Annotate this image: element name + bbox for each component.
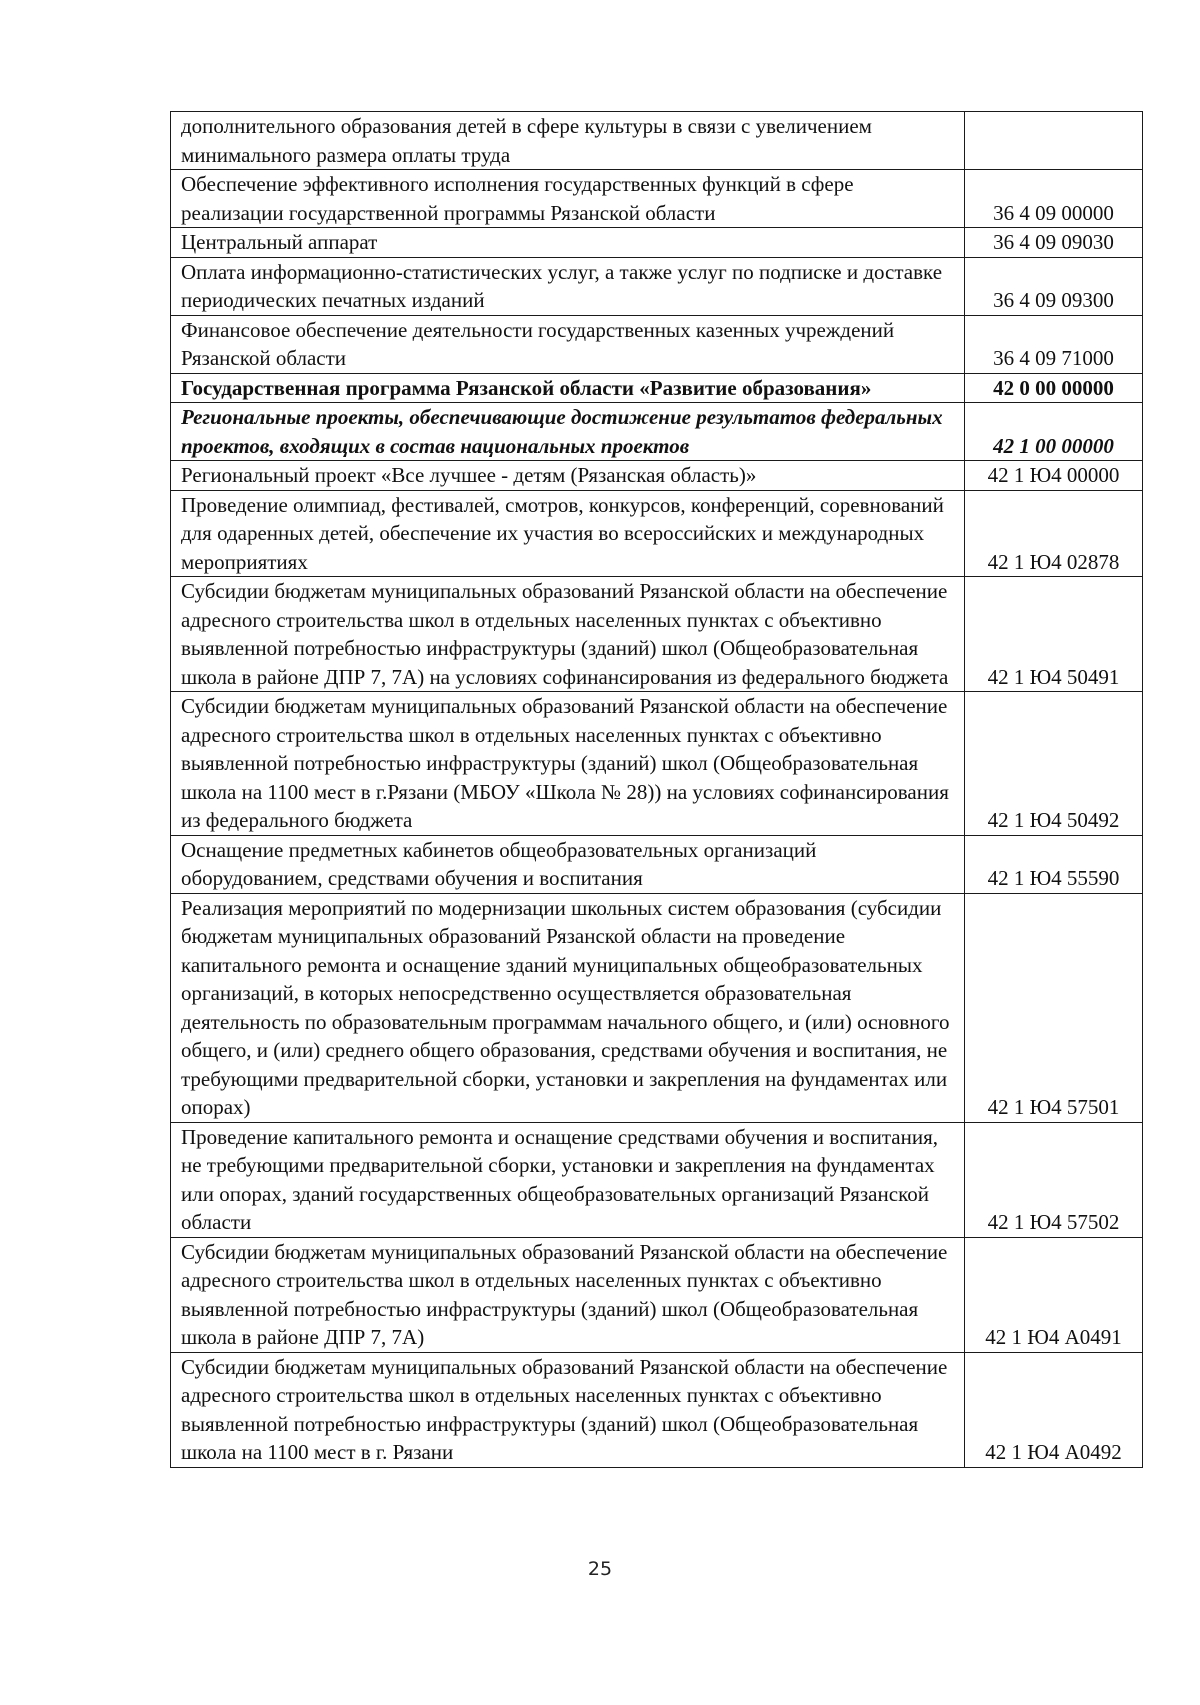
table-row (171, 835, 1143, 893)
row-name-cell: Субсидии бюджетам муниципальных образований Рязанской области на обеспечение адресного строительства школ в отдельных населенных пунктах с объективно выявленной потребностью инфраструктуры (зданий) школ (Общеобразовательная школа в районе ДПР 7, 7А) на условиях софинансирования из федерального бюджета (171, 577, 965, 692)
table-row (171, 403, 1143, 461)
row-name-cell: Обеспечение эффективного исполнения государственных функций в сфере реализации государственной программы Рязанской области (171, 170, 965, 228)
row-code-cell: 42 1 Ю4 А0492 (965, 1352, 1143, 1467)
table-row (171, 112, 1143, 170)
row-code-cell (965, 112, 1143, 170)
table-row (171, 577, 1143, 692)
row-code-cell: 42 1 00 00000 (965, 403, 1143, 461)
table-row (171, 490, 1143, 577)
row-name-cell: Региональный проект «Все лучшее - детям (Рязанская область)» (171, 461, 965, 491)
table-row (171, 1237, 1143, 1352)
row-name-cell: дополнительного образования детей в сфере культуры в связи с увеличением минимального размера оплаты труда (171, 112, 965, 170)
row-name-cell: Субсидии бюджетам муниципальных образований Рязанской области на обеспечение адресного строительства школ в отдельных населенных пунктах с объективно выявленной потребностью инфраструктуры (зданий) школ (Общеобразовательная школа на 1100 мест в г.Рязани (МБОУ «Школа № 28)) на условиях софинансирования из федерального бюджета (171, 692, 965, 836)
row-name-cell: Субсидии бюджетам муниципальных образований Рязанской области на обеспечение адресного строительства школ в отдельных населенных пунктах с объективно выявленной потребностью инфраструктуры (зданий) школ (Общеобразовательная школа в районе ДПР 7, 7А) (171, 1237, 965, 1352)
row-code-cell: 42 1 Ю4 57501 (965, 893, 1143, 1122)
row-name-cell: Субсидии бюджетам муниципальных образований Рязанской области на обеспечение адресного строительства школ в отдельных населенных пунктах с объективно выявленной потребностью инфраструктуры (зданий) школ (Общеобразовательная школа на 1100 мест в г. Рязани (171, 1352, 965, 1467)
table-row (171, 257, 1143, 315)
row-code-cell: 36 4 09 09300 (965, 257, 1143, 315)
row-name-cell: Региональные проекты, обеспечивающие достижение результатов федеральных проектов, входящих в состав национальных проектов (171, 403, 965, 461)
table-row (171, 170, 1143, 228)
table-row (171, 893, 1143, 1122)
row-code-cell: 42 1 Ю4 00000 (965, 461, 1143, 491)
row-code-cell: 42 1 Ю4 50491 (965, 577, 1143, 692)
budget-classification-table (170, 111, 1143, 1468)
table-row (171, 1122, 1143, 1237)
table-row (171, 373, 1143, 403)
row-code-cell: 42 1 Ю4 02878 (965, 490, 1143, 577)
table-row (171, 461, 1143, 491)
row-code-cell: 42 1 Ю4 А0491 (965, 1237, 1143, 1352)
row-name-cell: Государственная программа Рязанской области «Развитие образования» (171, 373, 965, 403)
table-row (171, 228, 1143, 258)
row-code-cell: 36 4 09 71000 (965, 315, 1143, 373)
row-name-cell: Финансовое обеспечение деятельности государственных казенных учреждений Рязанской области (171, 315, 965, 373)
row-name-cell: Центральный аппарат (171, 228, 965, 258)
row-name-cell: Оснащение предметных кабинетов общеобразовательных организаций оборудованием, средствами обучения и воспитания (171, 835, 965, 893)
row-code-cell: 42 1 Ю4 50492 (965, 692, 1143, 836)
table-row (171, 692, 1143, 836)
page-number: 25 (587, 1558, 613, 1580)
row-code-cell: 36 4 09 09030 (965, 228, 1143, 258)
row-code-cell: 42 1 Ю4 57502 (965, 1122, 1143, 1237)
row-name-cell: Проведение олимпиад, фестивалей, смотров, конкурсов, конференций, соревнований для одаренных детей, обеспечение их участия во всероссийских и международных мероприятиях (171, 490, 965, 577)
table-row (171, 1352, 1143, 1467)
row-code-cell: 42 1 Ю4 55590 (965, 835, 1143, 893)
table-row (171, 315, 1143, 373)
row-name-cell: Оплата информационно-статистических услуг, а также услуг по подписке и доставке периодических печатных изданий (171, 257, 965, 315)
row-code-cell: 42 0 00 00000 (965, 373, 1143, 403)
table-body (171, 112, 1143, 1468)
row-code-cell: 36 4 09 00000 (965, 170, 1143, 228)
row-name-cell: Реализация мероприятий по модернизации школьных систем образования (субсидии бюджетам муниципальных образований Рязанской области на проведение капитального ремонта и оснащение зданий муниципальных общеобразовательных организаций, в которых непосредственно осуществляется образовательная деятельность по образовательным программам начального общего, и (или) основного общего, и (или) среднего общего образования, средствами обучения и воспитания, не требующими предварительной сборки, установки и закрепления на фундаментах или опорах) (171, 893, 965, 1122)
row-name-cell: Проведение капитального ремонта и оснащение средствами обучения и воспитания, не требующими предварительной сборки, установки и закрепления на фундаментах или опорах, зданий государственных общеобразовательных организаций Рязанской области (171, 1122, 965, 1237)
